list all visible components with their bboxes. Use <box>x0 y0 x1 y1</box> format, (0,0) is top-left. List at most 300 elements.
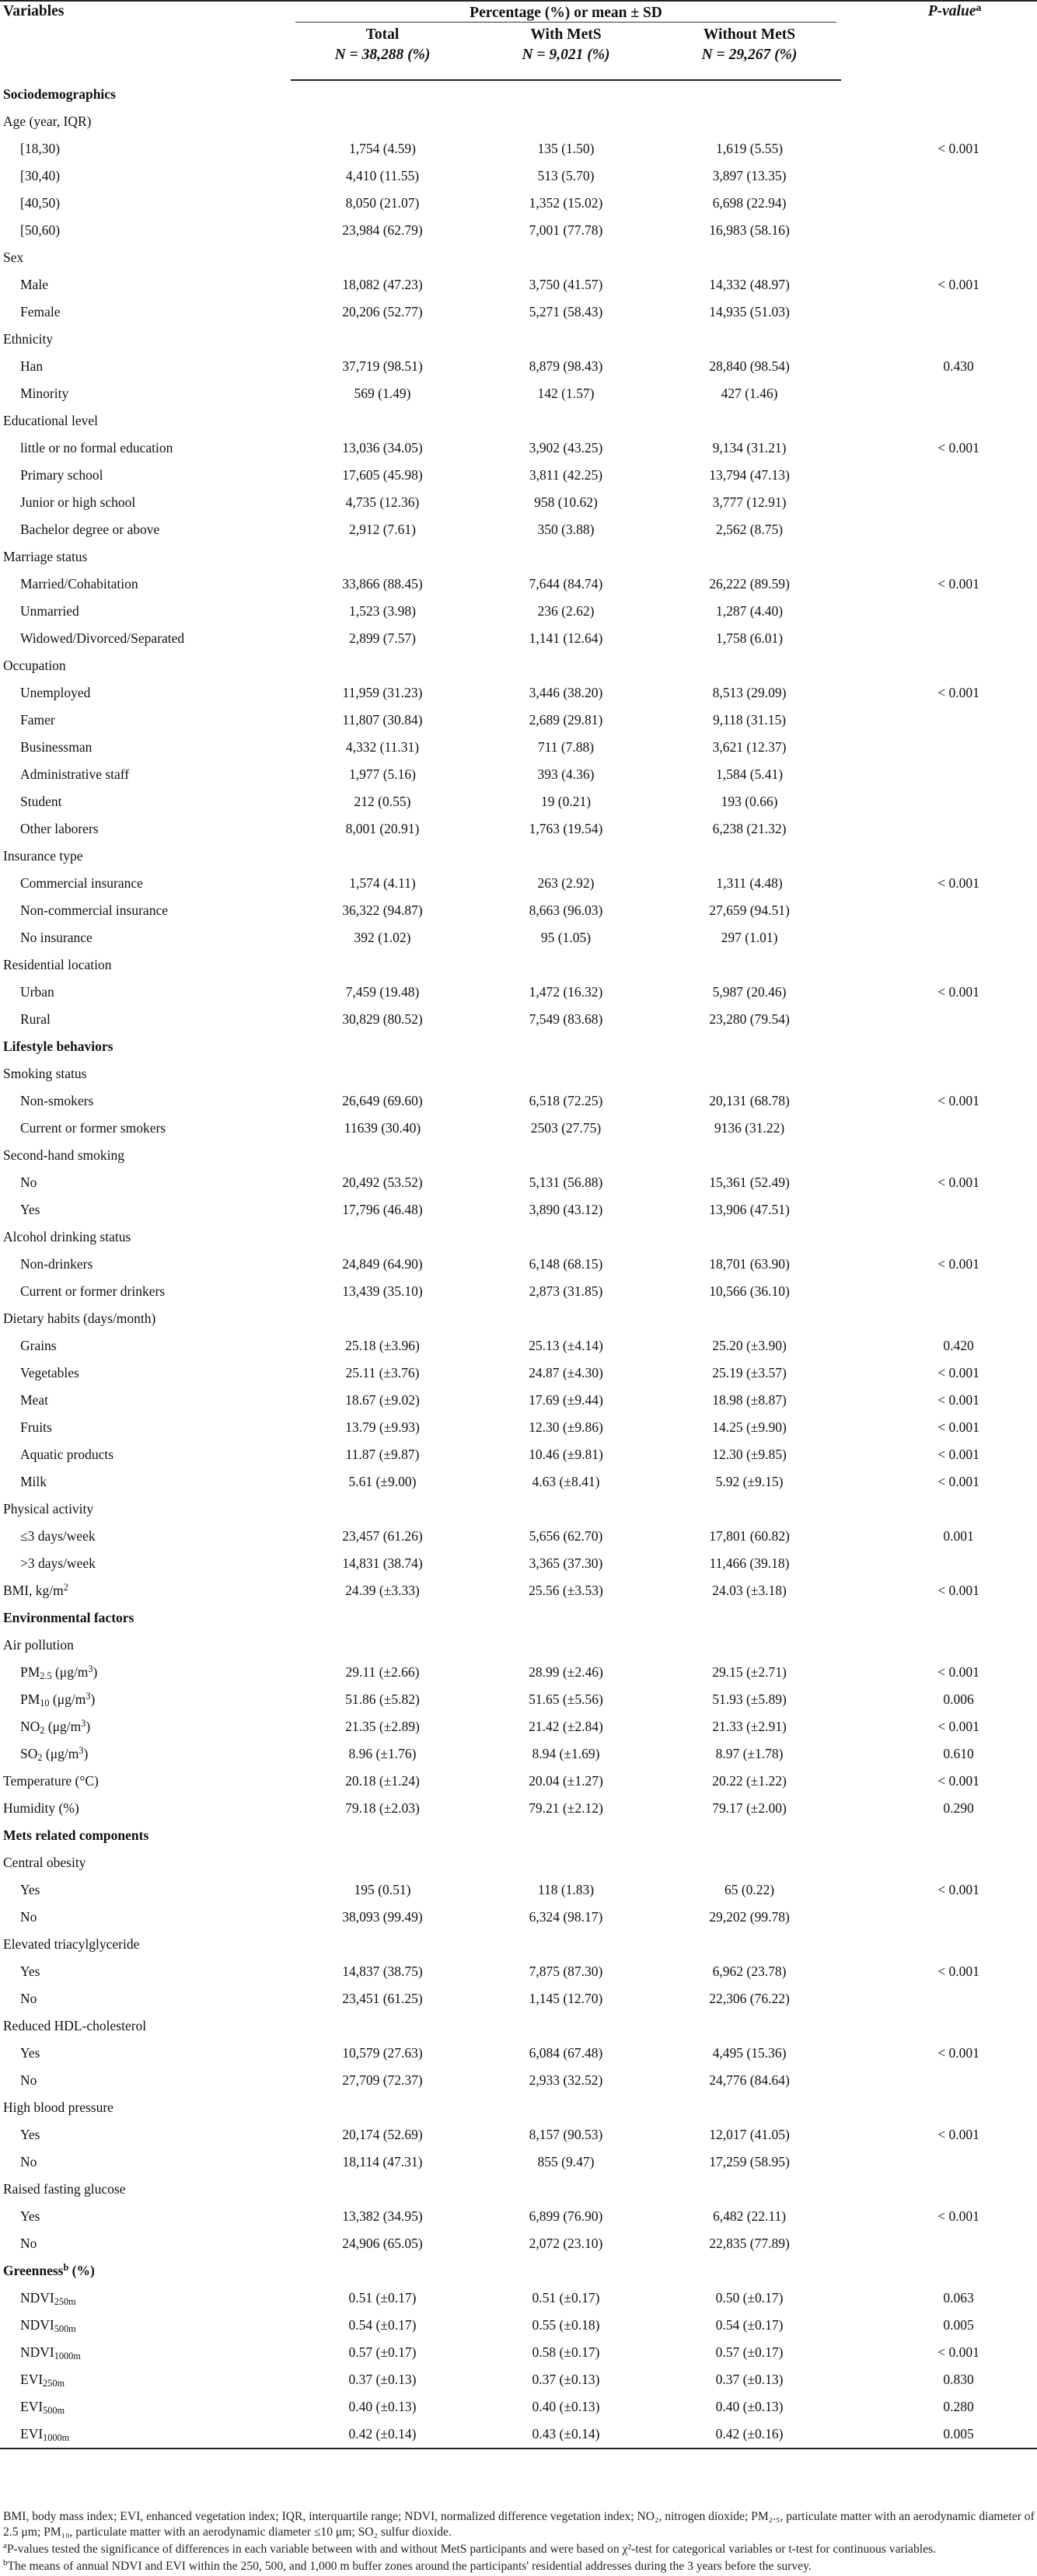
p-value <box>841 761 1037 788</box>
value-total: 569 (1.49) <box>354 386 411 401</box>
value-without-mets: 16,983 (58.16) <box>709 222 790 238</box>
value-without-mets: 193 (0.66) <box>721 794 778 809</box>
row-label: >3 days/week <box>20 1555 96 1571</box>
row-label: $EVI_{250m}$ <box>20 2372 65 2389</box>
p-value <box>841 190 1037 217</box>
empty-cell <box>841 1142 1037 1169</box>
value-without-mets: 1,311 (4.48) <box>716 875 783 891</box>
p-value <box>841 1006 1037 1033</box>
value-without-mets: 24,776 (84.64) <box>709 2072 790 2088</box>
table-row <box>0 162 1037 190</box>
empty-cell <box>474 2257 658 2285</box>
section-heading: Sociodemographics <box>3 86 116 102</box>
row-label: No <box>20 1175 37 1190</box>
table-row <box>0 2094 1037 2121</box>
value-with-mets: 0.58 (±0.17) <box>532 2344 600 2360</box>
table-row <box>0 326 1037 353</box>
empty-cell <box>658 2176 841 2203</box>
p-value <box>841 2148 1037 2176</box>
table-row <box>0 1115 1037 1142</box>
row-label: Unemployed <box>20 685 91 700</box>
table-row <box>0 1958 1037 1985</box>
value-with-mets: 8,663 (96.03) <box>529 902 603 918</box>
value-without-mets: 5,987 (20.46) <box>712 984 787 1000</box>
value-without-mets: 13,906 (47.51) <box>709 1202 790 1217</box>
value-total: 0.54 (±0.17) <box>348 2317 417 2333</box>
value-with-mets: 6,324 (98.17) <box>529 1909 603 1925</box>
value-total: 20.18 (±1.24) <box>345 1773 420 1789</box>
p-value <box>841 380 1037 407</box>
empty-cell <box>658 1033 841 1060</box>
value-without-mets: 1,584 (5.41) <box>716 766 784 782</box>
value-with-mets: 513 (5.70) <box>537 168 595 183</box>
row-label: Widowed/Divorced/Separated <box>20 630 185 646</box>
value-with-mets: 3,811 (42.25) <box>529 467 603 483</box>
p-value <box>841 516 1037 543</box>
p-value <box>841 2067 1037 2094</box>
empty-cell <box>841 326 1037 353</box>
empty-cell <box>291 2094 474 2121</box>
section-heading: Environmental factors <box>3 1610 134 1625</box>
table-row <box>0 2203 1037 2230</box>
value-total: 38,093 (99.49) <box>342 1909 423 1925</box>
empty-cell <box>658 652 841 679</box>
variable-group-label: Insurance type <box>3 848 83 864</box>
empty-cell <box>474 1931 658 1958</box>
row-label: Rural <box>20 1011 51 1027</box>
variable-group-label: Physical activity <box>3 1501 94 1517</box>
value-total: 18.67 (±9.02) <box>345 1392 420 1408</box>
value-with-mets: 25.13 (±4.14) <box>529 1338 603 1353</box>
table-row <box>0 815 1037 843</box>
table-row <box>0 1523 1037 1550</box>
table-row <box>0 1496 1037 1523</box>
value-total: 212 (0.55) <box>354 794 411 809</box>
value-without-mets: 427 (1.46) <box>721 386 778 401</box>
table-row <box>0 462 1037 489</box>
value-total: 13,382 (34.95) <box>342 2208 423 2224</box>
p-value <box>841 707 1037 734</box>
value-with-mets: 12.30 (±9.86) <box>529 1419 603 1435</box>
p-value: < 0.001 <box>937 1093 979 1108</box>
value-without-mets: 2,562 (8.75) <box>716 522 784 537</box>
empty-cell <box>841 543 1037 571</box>
value-total: 8,050 (21.07) <box>345 195 420 211</box>
row-label: Unmarried <box>20 603 79 619</box>
empty-cell <box>474 326 658 353</box>
table-row <box>0 1142 1037 1169</box>
value-without-mets: 65 (0.22) <box>724 1882 775 1897</box>
empty-cell <box>658 951 841 979</box>
table-row <box>0 1985 1037 2012</box>
table-row <box>0 435 1037 462</box>
table-row <box>0 1278 1037 1305</box>
value-with-mets: 1,145 (12.70) <box>529 1991 603 2006</box>
value-with-mets: 2,873 (31.85) <box>529 1283 603 1299</box>
table-row <box>0 1550 1037 1577</box>
empty-cell <box>841 1223 1037 1251</box>
empty-cell <box>291 2012 474 2040</box>
row-label: Minority <box>20 386 69 401</box>
value-with-mets: 7,001 (77.78) <box>529 222 603 238</box>
value-total: 37,719 (98.51) <box>342 358 423 374</box>
value-with-mets: 7,644 (84.74) <box>529 576 603 592</box>
row-label: $PM_{2.5}$ $(\mu g/m^3)$ <box>20 1663 98 1681</box>
value-without-mets: 12.30 (±9.85) <box>712 1447 787 1462</box>
value-total: 1,977 (5.16) <box>348 766 417 782</box>
value-without-mets: 10,566 (36.10) <box>709 1283 790 1299</box>
p-value <box>841 788 1037 815</box>
row-label: $NO_2$ $(\mu g/m^3)$ <box>20 1718 91 1736</box>
row-label: Famer <box>20 712 55 728</box>
value-with-mets: 21.42 (±2.84) <box>529 1719 603 1734</box>
row-label: Yes <box>20 2127 40 2142</box>
value-with-mets: 8,879 (98.43) <box>529 358 603 374</box>
empty-cell <box>841 2176 1037 2203</box>
value-with-mets: 393 (4.36) <box>537 766 595 782</box>
value-total: 2,912 (7.61) <box>348 522 417 537</box>
table-row <box>0 1060 1037 1087</box>
value-total: 5.61 (±9.00) <box>348 1474 417 1489</box>
empty-cell <box>658 1822 841 1849</box>
value-without-mets: 29,202 (99.78) <box>709 1909 790 1925</box>
table-row <box>0 380 1037 407</box>
empty-cell <box>841 1060 1037 1087</box>
table-row <box>0 407 1037 435</box>
p-value: < 0.001 <box>937 1474 979 1489</box>
empty-cell <box>841 80 1037 108</box>
row-label: Businessman <box>20 739 93 755</box>
p-value: 0.420 <box>943 1338 974 1353</box>
table-row <box>0 1713 1037 1740</box>
table-row <box>0 2067 1037 2094</box>
variable-group-label: Raised fasting glucose <box>3 2181 126 2197</box>
empty-cell <box>658 2257 841 2285</box>
value-without-mets: 14,935 (51.03) <box>709 304 790 319</box>
empty-cell <box>474 2094 658 2121</box>
table-row <box>0 979 1037 1006</box>
table-row <box>0 80 1037 108</box>
value-total: 24.39 (±3.33) <box>345 1583 420 1598</box>
footnote-abbreviations: BMI, body mass index; EVI, enhanced vegetation index; IQR, interquartile range; NDVI, normalized difference vegetation index; NO₂, nitrogen dioxide; PM₂.₅, particulate matter with an aerodynamic diameter of 2.5 μm; PM₁₀, particulate matter with an aerodynamic diameter ≤10 μm; SO₂ sulfur dioxide. <box>3 2510 1035 2539</box>
value-total: 0.37 (±0.13) <box>348 2372 417 2387</box>
value-with-mets: 19 (0.21) <box>540 794 592 809</box>
row-label: Commercial insurance <box>20 875 143 891</box>
value-without-mets: 0.37 (±0.13) <box>715 2372 784 2387</box>
empty-cell <box>474 652 658 679</box>
row-label: $PM_{10}$ $(\mu g/m^3)$ <box>20 1691 96 1709</box>
value-total: 20,492 (53.52) <box>342 1175 423 1190</box>
value-with-mets: 17.69 (±9.44) <box>529 1392 603 1408</box>
row-label: $NDVI_{250m}$ <box>20 2290 76 2307</box>
empty-cell <box>658 1604 841 1632</box>
table-row <box>0 1931 1037 1958</box>
value-without-mets: 17,801 (60.82) <box>709 1528 790 1544</box>
table-row <box>0 298 1037 326</box>
p-value: < 0.001 <box>937 2344 979 2360</box>
row-label: No <box>20 2072 37 2088</box>
empty-cell <box>841 1033 1037 1060</box>
value-with-mets: 3,902 (43.25) <box>529 440 603 456</box>
empty-cell <box>291 1931 474 1958</box>
header-with-mets: With MetS N = 9,021 (%) <box>474 25 658 80</box>
variable-group-label: Age (year, IQR) <box>3 113 92 129</box>
value-total: 2,899 (7.57) <box>348 630 417 646</box>
row-label: [50,60) <box>20 222 61 238</box>
table-row <box>0 843 1037 870</box>
empty-cell <box>841 1604 1037 1632</box>
value-with-mets: 95 (1.05) <box>540 930 592 945</box>
empty-cell <box>474 1060 658 1087</box>
table-row <box>0 1768 1037 1795</box>
value-with-mets: 3,750 (41.57) <box>529 277 603 292</box>
empty-cell <box>291 1142 474 1169</box>
value-with-mets: 1,763 (19.54) <box>529 821 603 836</box>
row-label: Student <box>20 794 62 809</box>
value-with-mets: 3,446 (38.20) <box>529 685 603 700</box>
header-p-value: P-value$^a$ <box>841 1 1037 80</box>
p-value <box>841 462 1037 489</box>
value-without-mets: 18.98 (±8.87) <box>712 1392 787 1408</box>
empty-cell <box>841 652 1037 679</box>
empty-cell <box>474 2012 658 2040</box>
row-label: Urban <box>20 984 54 1000</box>
p-value: < 0.001 <box>937 2127 979 2142</box>
value-total: 11639 (30.40) <box>344 1120 421 1136</box>
value-without-mets: 0.54 (±0.17) <box>715 2317 784 2333</box>
value-total: 1,574 (4.11) <box>349 875 416 891</box>
p-value: 0.280 <box>943 2399 974 2414</box>
variable-group-label: High blood pressure <box>3 2100 113 2115</box>
value-with-mets: 1,352 (15.02) <box>529 195 603 211</box>
value-with-mets: 263 (2.92) <box>537 875 595 891</box>
value-without-mets: 15,361 (52.49) <box>709 1175 790 1190</box>
value-with-mets: 2,072 (23.10) <box>529 2236 603 2251</box>
table-row <box>0 135 1037 162</box>
value-without-mets: 17,259 (58.95) <box>709 2154 790 2169</box>
p-value: < 0.001 <box>937 1447 979 1462</box>
empty-cell <box>658 407 841 435</box>
table-row <box>0 1387 1037 1414</box>
p-value: < 0.001 <box>937 1882 979 1897</box>
value-without-mets: 0.42 (±0.16) <box>658 2421 841 2449</box>
empty-cell <box>841 843 1037 870</box>
empty-cell <box>474 843 658 870</box>
empty-cell <box>841 1822 1037 1849</box>
table-row <box>0 1686 1037 1713</box>
value-with-mets: 142 (1.57) <box>537 386 595 401</box>
variable-group-label: Central obesity <box>3 1855 86 1870</box>
empty-cell <box>474 1632 658 1659</box>
row-label: Humidity (%) <box>3 1800 79 1816</box>
empty-cell <box>658 1223 841 1251</box>
value-without-mets: 28,840 (98.54) <box>709 358 790 374</box>
value-without-mets: 0.57 (±0.17) <box>715 2344 784 2360</box>
row-label: Yes <box>20 2208 40 2224</box>
empty-cell <box>474 407 658 435</box>
row-label: No <box>20 1991 37 2006</box>
value-without-mets: 12,017 (41.05) <box>709 2127 790 2142</box>
empty-cell <box>841 1931 1037 1958</box>
p-value: < 0.001 <box>937 1175 979 1190</box>
row-label: [30,40) <box>20 168 61 183</box>
value-total: 79.18 (±2.03) <box>345 1800 420 1816</box>
empty-cell <box>291 1822 474 1849</box>
table-row <box>0 761 1037 788</box>
table-row <box>0 652 1037 679</box>
value-without-mets: 3,897 (13.35) <box>712 168 787 183</box>
value-without-mets: 13,794 (47.13) <box>709 467 790 483</box>
table-row <box>0 2176 1037 2203</box>
p-value: < 0.001 <box>937 1392 979 1408</box>
value-with-mets: 79.21 (±2.12) <box>529 1800 603 1816</box>
value-with-mets: 7,875 (87.30) <box>529 1963 603 1979</box>
value-total: 11.87 (±9.87) <box>345 1447 420 1462</box>
row-label: Yes <box>20 1202 40 1217</box>
value-total: 27,709 (72.37) <box>342 2072 423 2088</box>
value-total: 392 (1.02) <box>354 930 411 945</box>
table-row <box>0 1087 1037 1115</box>
p-value <box>841 625 1037 652</box>
value-without-mets: 8.97 (±1.78) <box>715 1746 784 1761</box>
table-row <box>0 1414 1037 1441</box>
value-with-mets: 2503 (27.75) <box>530 1120 602 1136</box>
section-heading: Lifestyle behaviors <box>3 1038 113 1054</box>
empty-cell <box>658 244 841 271</box>
row-label: [40,50) <box>20 195 61 211</box>
empty-cell <box>291 843 474 870</box>
table-row <box>0 1223 1037 1251</box>
empty-cell <box>841 2094 1037 2121</box>
row-label: ≤3 days/week <box>20 1528 96 1544</box>
row-label: No <box>20 2236 37 2251</box>
row-label: $EVI_{1000m}$ <box>0 2421 291 2449</box>
value-total: 24,849 (64.90) <box>342 1256 423 1272</box>
variable-group-label: Dietary habits (days/month) <box>3 1311 156 1326</box>
table-row <box>0 1196 1037 1223</box>
p-value: 0.005 <box>841 2421 1037 2449</box>
empty-cell <box>658 108 841 135</box>
value-without-mets: 0.40 (±0.13) <box>715 2399 784 2414</box>
row-label: Female <box>20 304 61 319</box>
empty-cell <box>291 1604 474 1632</box>
row-label: Non-commercial insurance <box>20 902 168 918</box>
row-label: Han <box>20 358 44 374</box>
value-with-mets: 28.99 (±2.46) <box>529 1664 603 1680</box>
value-with-mets: 0.43 (±0.14) <box>474 2421 658 2449</box>
variable-group-label: Elevated triacylglyceride <box>3 1936 140 1952</box>
value-without-mets: 20,131 (68.78) <box>709 1093 790 1108</box>
empty-cell <box>291 407 474 435</box>
value-without-mets: 20.22 (±1.22) <box>712 1773 787 1789</box>
table-row <box>0 489 1037 516</box>
table-row <box>0 271 1037 298</box>
value-total: 4,332 (11.31) <box>345 739 420 755</box>
table-row <box>0 2339 1037 2366</box>
value-total: 1,523 (3.98) <box>348 603 417 619</box>
p-value: < 0.001 <box>937 440 979 456</box>
row-label: Male <box>20 277 48 292</box>
table-row <box>0 1332 1037 1360</box>
value-total: 17,796 (46.48) <box>342 1202 423 1217</box>
value-with-mets: 855 (9.47) <box>537 2154 595 2169</box>
value-without-mets: 3,621 (12.37) <box>712 739 787 755</box>
value-with-mets: 4.63 (±8.41) <box>532 1474 600 1489</box>
p-value: 0.830 <box>943 2372 974 2387</box>
row-label: Temperature (°C) <box>3 1773 99 1789</box>
table-row <box>0 2285 1037 2312</box>
row-label: Other laborers <box>20 821 99 836</box>
value-with-mets: 3,890 (43.12) <box>529 1202 603 1217</box>
empty-cell <box>658 1060 841 1087</box>
value-without-mets: 1,758 (6.01) <box>716 630 784 646</box>
empty-cell <box>658 2012 841 2040</box>
empty-cell <box>474 951 658 979</box>
p-value: 0.005 <box>943 2317 974 2333</box>
p-value: < 0.001 <box>937 576 979 592</box>
empty-cell <box>291 652 474 679</box>
variable-group-label: Residential location <box>3 957 112 972</box>
row-label: Aquatic products <box>20 1447 114 1462</box>
value-without-mets: 27,659 (94.51) <box>709 902 790 918</box>
table-row <box>0 2230 1037 2257</box>
value-total: 14,831 (38.74) <box>342 1555 423 1571</box>
table-row <box>0 1904 1037 1931</box>
value-total: 18,114 (47.31) <box>342 2154 423 2169</box>
table-row <box>0 625 1037 652</box>
variable-group-label: Educational level <box>3 413 98 428</box>
p-value <box>841 2230 1037 2257</box>
value-total: 10,579 (27.63) <box>342 2045 423 2061</box>
table-row <box>0 1659 1037 1686</box>
empty-cell <box>291 108 474 135</box>
row-label: BMI, $kg/m^2$ <box>3 1582 68 1598</box>
empty-cell <box>658 1849 841 1876</box>
value-total: 29.11 (±2.66) <box>345 1664 420 1680</box>
value-with-mets: 0.55 (±0.18) <box>532 2317 600 2333</box>
row-label: Grains <box>20 1338 57 1353</box>
table-row <box>0 2312 1037 2339</box>
value-without-mets: 9,118 (31.15) <box>712 712 787 728</box>
row-label: No insurance <box>20 930 93 945</box>
table-row <box>0 2366 1037 2393</box>
row-label: No <box>20 2154 37 2169</box>
table-row <box>0 598 1037 625</box>
value-without-mets: 1,287 (4.40) <box>716 603 784 619</box>
value-with-mets: 0.40 (±0.13) <box>532 2399 600 2414</box>
empty-cell <box>658 326 841 353</box>
empty-cell <box>658 543 841 571</box>
empty-cell <box>841 2012 1037 2040</box>
table-row <box>0 1251 1037 1278</box>
value-without-mets: 1,619 (5.55) <box>716 141 784 156</box>
empty-cell <box>841 244 1037 271</box>
value-with-mets: 350 (3.88) <box>537 522 595 537</box>
row-label: [18,30) <box>20 141 61 156</box>
value-without-mets: 18,701 (63.90) <box>709 1256 790 1272</box>
table-row <box>0 924 1037 951</box>
row-label: Primary school <box>20 467 103 483</box>
empty-cell <box>841 951 1037 979</box>
p-value <box>841 1278 1037 1305</box>
table-row <box>0 2148 1037 2176</box>
value-with-mets: 8.94 (±1.69) <box>532 1746 600 1761</box>
p-value: < 0.001 <box>937 1419 979 1435</box>
table-row <box>0 679 1037 707</box>
table-row <box>0 1795 1037 1822</box>
empty-cell <box>658 2094 841 2121</box>
table-row <box>0 190 1037 217</box>
